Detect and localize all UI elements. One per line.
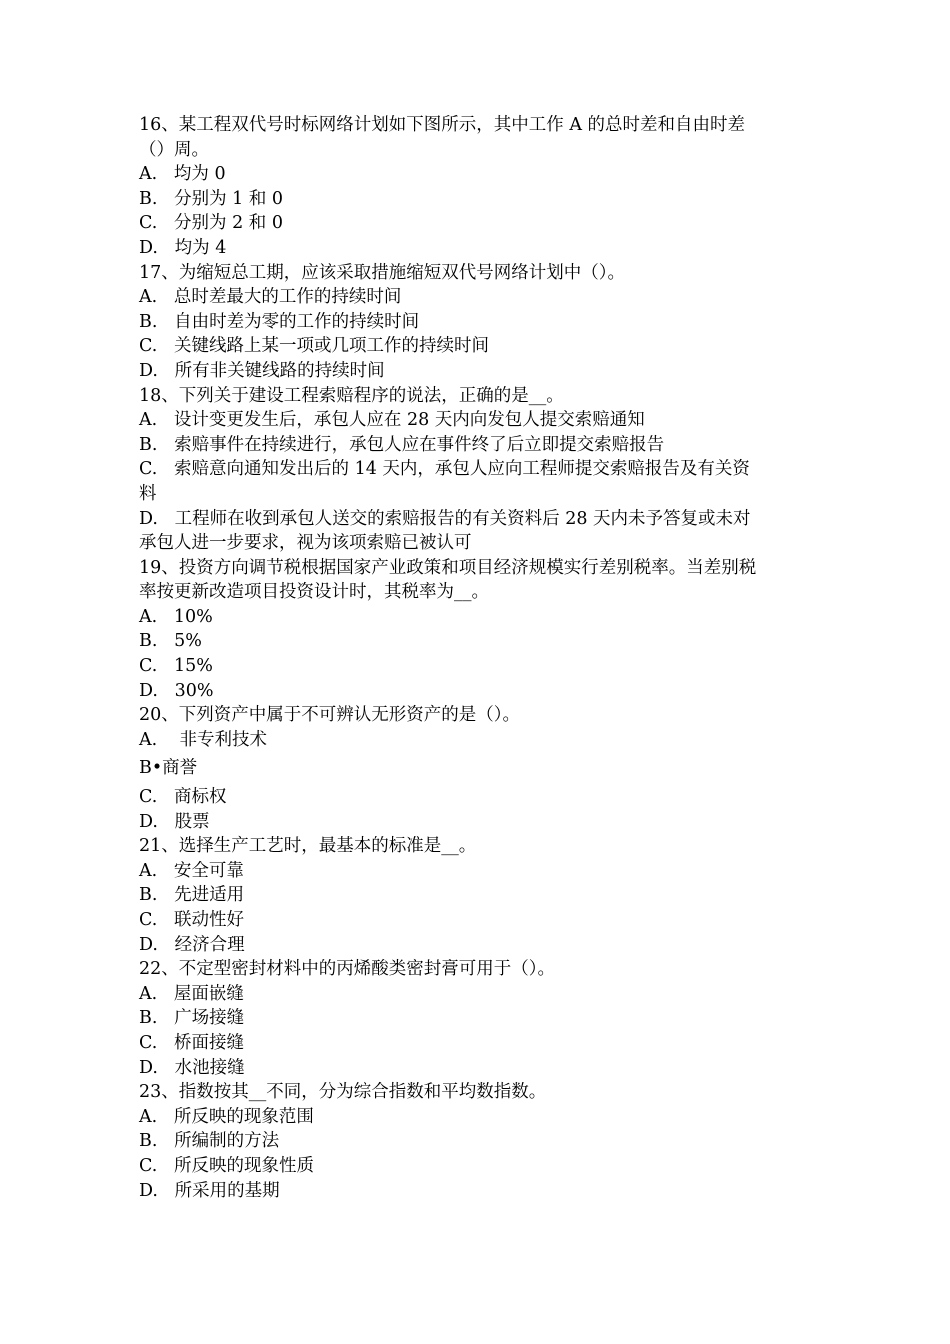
question-17-option-c: C. 关键线路上某一项或几项工作的持续时间 bbox=[139, 336, 490, 357]
question-21-option-c: C. 联动性好 bbox=[139, 910, 245, 930]
question-18-option-c: C. 索赔意向通知发出后的 14 天内，承包人应向工程师提交索赔报告及有关资 bbox=[139, 459, 750, 480]
question-22-option-a: A. 屋面嵌缝 bbox=[139, 983, 244, 1004]
question-17-text: 17、为缩短总工期，应该采取措施缩短双代号网络计划中（）。 bbox=[139, 262, 626, 283]
question-16-option-c: C. 分别为 2 和 0 bbox=[139, 213, 283, 234]
question-23-option-d: D. 所采用的基期 bbox=[139, 1180, 280, 1201]
question-23-text: 23、指数按其__不同，分为综合指数和平均数指数。 bbox=[139, 1082, 547, 1103]
question-20-text: 20、下列资产中属于不可辨认无形资产的是（）。 bbox=[139, 705, 521, 726]
question-18-option-d-cont: 承包人进一步要求，视为该项索赔已被认可 bbox=[139, 533, 472, 554]
question-18-option-b: B. 索赔事件在持续进行，承包人应在事件终了后立即提交索赔报告 bbox=[139, 434, 665, 455]
question-21-text: 21、选择生产工艺时，最基本的标准是__。 bbox=[139, 836, 477, 857]
question-19-text-cont: 率按更新改造项目投资设计时，其税率为__。 bbox=[139, 582, 489, 603]
question-18-option-d: D. 工程师在收到承包人送交的索赔报告的有关资料后 28 天内未予答复或未对 bbox=[139, 508, 751, 529]
question-17-option-d: D. 所有非关键线路的持续时间 bbox=[139, 360, 385, 381]
question-19-option-c: C. 15% bbox=[139, 656, 213, 677]
question-22-option-c: C. 桥面接缝 bbox=[139, 1032, 245, 1053]
question-17-option-a: A. 总时差最大的工作的持续时间 bbox=[139, 287, 402, 308]
question-22-text: 22、不定型密封材料中的丙烯酸类密封膏可用于（）。 bbox=[139, 959, 556, 980]
question-18-option-c-cont: 料 bbox=[139, 483, 157, 504]
question-19-option-b: B. 5% bbox=[139, 631, 202, 652]
question-16-option-d: D. 均为 4 bbox=[139, 237, 227, 258]
question-22-option-b: B. 广场接缝 bbox=[139, 1008, 245, 1029]
question-16-text-cont: （）周。 bbox=[139, 139, 209, 160]
question-17-option-b: B. 自由时差为零的工作的持续时间 bbox=[139, 311, 420, 332]
question-20-option-b: B•商誉 bbox=[139, 758, 198, 779]
question-19-option-d: D. 30% bbox=[139, 680, 214, 701]
question-23-option-a: A. 所反映的现象范围 bbox=[139, 1106, 314, 1127]
question-23-option-c: C. 所反映的现象性质 bbox=[139, 1155, 315, 1176]
question-16-text: 16、某工程双代号时标网络计划如下图所示，其中工作 A 的总时差和自由时差 bbox=[139, 115, 746, 135]
question-20-option-a: A. 非专利技术 bbox=[139, 729, 267, 750]
question-18-text: 18、下列关于建设工程索赔程序的说法，正确的是__。 bbox=[139, 385, 564, 406]
question-21-option-a: A. 安全可靠 bbox=[139, 860, 244, 881]
question-19-option-a: A. 10% bbox=[139, 606, 213, 627]
question-20-option-d: D. 股票 bbox=[139, 811, 210, 832]
question-list bbox=[139, 113, 819, 1203]
question-16-option-a: A. 均为 0 bbox=[139, 164, 226, 185]
question-21-option-d: D. 经济合理 bbox=[139, 934, 245, 955]
question-18-option-a: A. 设计变更发生后，承包人应在 28 天内向发包人提交索赔通知 bbox=[139, 410, 645, 431]
question-22-option-d: D. 水池接缝 bbox=[139, 1057, 245, 1078]
question-16-option-b: B. 分别为 1 和 0 bbox=[139, 188, 284, 209]
question-23-option-b: B. 所编制的方法 bbox=[139, 1131, 280, 1152]
question-20-option-c: C. 商标权 bbox=[139, 787, 227, 808]
question-19-text: 19、投资方向调节税根据国家产业政策和项目经济规模实行差别税率。当差别税 bbox=[139, 557, 757, 578]
question-21-option-b: B. 先进适用 bbox=[139, 885, 245, 906]
